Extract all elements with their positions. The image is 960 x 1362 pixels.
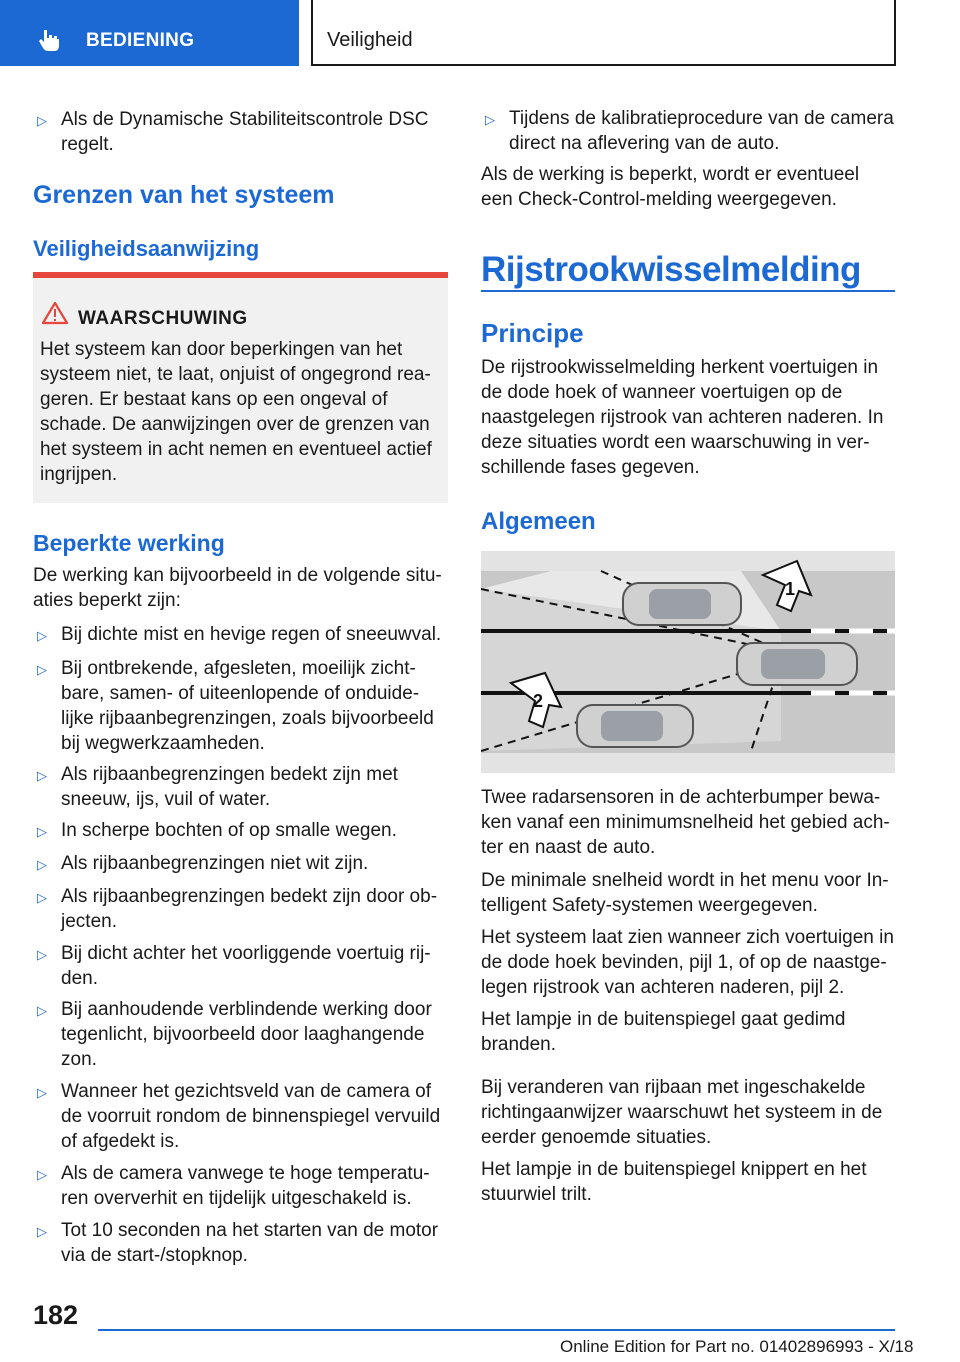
heading-veiligheidsaanwijzing: Veiligheidsaanwijzing	[33, 236, 260, 261]
section-tab[interactable]	[0, 0, 299, 66]
triangle-right-icon: ▷	[37, 662, 47, 677]
list-item: ▷ In scherpe bochten of op smalle wegen.	[33, 818, 448, 844]
heading-grenzen: Grenzen van het systeem	[33, 181, 335, 209]
list-item: ▷ Wanneer het gezichtsveld van de camera of de voorruit rondom de binnenspiegel vervuild of afgedekt is.	[33, 1079, 448, 1154]
list-item: ▷ Bij ontbrekende, afgesleten, moeilijk zicht-bare, samen- of uiteenlopende of onduide-lijke rijbaanbegrenzingen, zoals bijvoorbeeld bij wegwerkzaamheden.	[33, 656, 448, 756]
triangle-right-icon: ▷	[37, 857, 47, 872]
list-item: ▷ Als rijbaanbegrenzingen bedekt zijn door ob-jecten.	[33, 884, 448, 934]
car-middle	[737, 643, 857, 685]
triangle-right-icon: ▷	[37, 1085, 47, 1100]
warning-box	[33, 272, 448, 503]
triangle-right-icon: ▷	[37, 1167, 47, 1182]
footer-rule	[98, 1329, 895, 1331]
paragraph: Bij veranderen van rijbaan met ingeschakelde richtingaanwijzer waarschuwt het systeem in de eerder genoemde situaties.	[481, 1077, 883, 1148]
warning-title: WAARSCHUWING	[78, 308, 248, 329]
section-tab-label: BEDIENING	[86, 30, 195, 51]
triangle-right-icon: ▷	[37, 628, 47, 643]
triangle-right-icon: ▷	[37, 1003, 47, 1018]
paragraph: Als de werking is beperkt, wordt er eventueel een Check-Control-melding weergegeven.	[481, 164, 860, 210]
heading-algemeen: Algemeen	[481, 508, 596, 535]
triangle-right-icon: ▷	[37, 113, 47, 128]
chapter-header	[311, 0, 896, 66]
triangle-right-icon: ▷	[37, 947, 47, 962]
car-top	[623, 583, 741, 625]
list-item: ▷ Als de camera vanwege te hoge temperatu-ren oververhit en tijdelijk uitgeschakeld is.	[33, 1161, 448, 1211]
heading-rijstrookwisselmelding: Rijstrookwisselmelding	[481, 250, 861, 289]
list-item: ▷ Bij dicht achter het voorliggende voertuig rij-den.	[33, 941, 448, 991]
heading-beperkte-werking: Beperkte werking	[33, 530, 225, 556]
paragraph: De minimale snelheid wordt in het menu voor In-telligent Safety-systemen weergegeven.	[481, 870, 889, 916]
heading-rule	[481, 290, 895, 292]
page-number: 182	[33, 1300, 79, 1330]
warning-triangle-icon	[41, 301, 69, 325]
lane-change-illustration	[481, 551, 895, 773]
triangle-right-icon: ▷	[37, 824, 47, 839]
list-item: ▷ Als rijbaanbegrenzingen bedekt zijn met sneeuw, ijs, vuil of water.	[33, 762, 448, 812]
road-diagram	[481, 551, 895, 773]
heading-principe: Principe	[481, 318, 584, 348]
triangle-right-icon: ▷	[37, 768, 47, 783]
paragraph: Het lampje in de buitenspiegel gaat gedimd branden.	[481, 1009, 846, 1055]
paragraph: Het lampje in de buitenspiegel knippert en het stuurwiel trilt.	[481, 1159, 867, 1205]
car-bottom	[577, 705, 693, 747]
list-item: ▷ Als rijbaanbegrenzingen niet wit zijn.	[33, 851, 448, 877]
paragraph: Twee radarsensoren in de achterbumper bewa-ken vanaf een minimumsnelheid het gebied ach-ter en naast de auto.	[481, 787, 890, 858]
footer-edition: Online Edition for Part no. 01402896993 - X/18	[560, 1337, 914, 1356]
paragraph: Het systeem laat zien wanneer zich voertuigen in de dode hoek bevinden, pijl 1, of op de naastge-legen rijstrook van achteren naderen, pijl 2.	[481, 927, 894, 998]
triangle-right-icon: ▷	[485, 112, 495, 127]
list-item: ▷ Als de Dynamische Stabiliteitscontrole DSC regelt.	[33, 107, 448, 157]
list-item: ▷ Bij aanhoudende verblindende werking door tegenlicht, bijvoorbeeld door laaghangende zon.	[33, 997, 448, 1072]
list-item: ▷ Tot 10 seconden na het starten van de motor via de start-/stopknop.	[33, 1218, 448, 1268]
triangle-right-icon: ▷	[37, 890, 47, 905]
intro-paragraph: De werking kan bijvoorbeeld in de volgende situ-aties beperkt zijn:	[33, 565, 442, 611]
list-item: ▷ Bij dichte mist en hevige regen of sneeuwval.	[33, 622, 448, 648]
triangle-right-icon: ▷	[37, 1224, 47, 1239]
paragraph: De rijstrookwisselmelding herkent voertuigen in de dode hoek of wanneer voertuigen op de naastgelegen rijstrook van achteren naderen. In deze situaties wordt een waarschuwing in ver-schillende fases gegeven.	[481, 357, 884, 478]
svg-text:2: 2	[533, 691, 544, 711]
warning-text: Het systeem kan door beperkingen van het systeem niet, te laat, onjuist of ongegrond rea-geren. Er bestaat kans op een ongeval of schade. De aanwijzingen over de grenzen van het systeem in acht nemen en eventueel actief ingrijpen.	[40, 339, 432, 485]
list-item: ▷ Tijdens de kalibratieprocedure van de camera direct na aflevering van de auto.	[481, 106, 895, 156]
svg-text:1: 1	[785, 579, 796, 599]
chapter-title: Veiligheid	[327, 29, 413, 51]
pointing-hand-icon	[36, 26, 64, 54]
